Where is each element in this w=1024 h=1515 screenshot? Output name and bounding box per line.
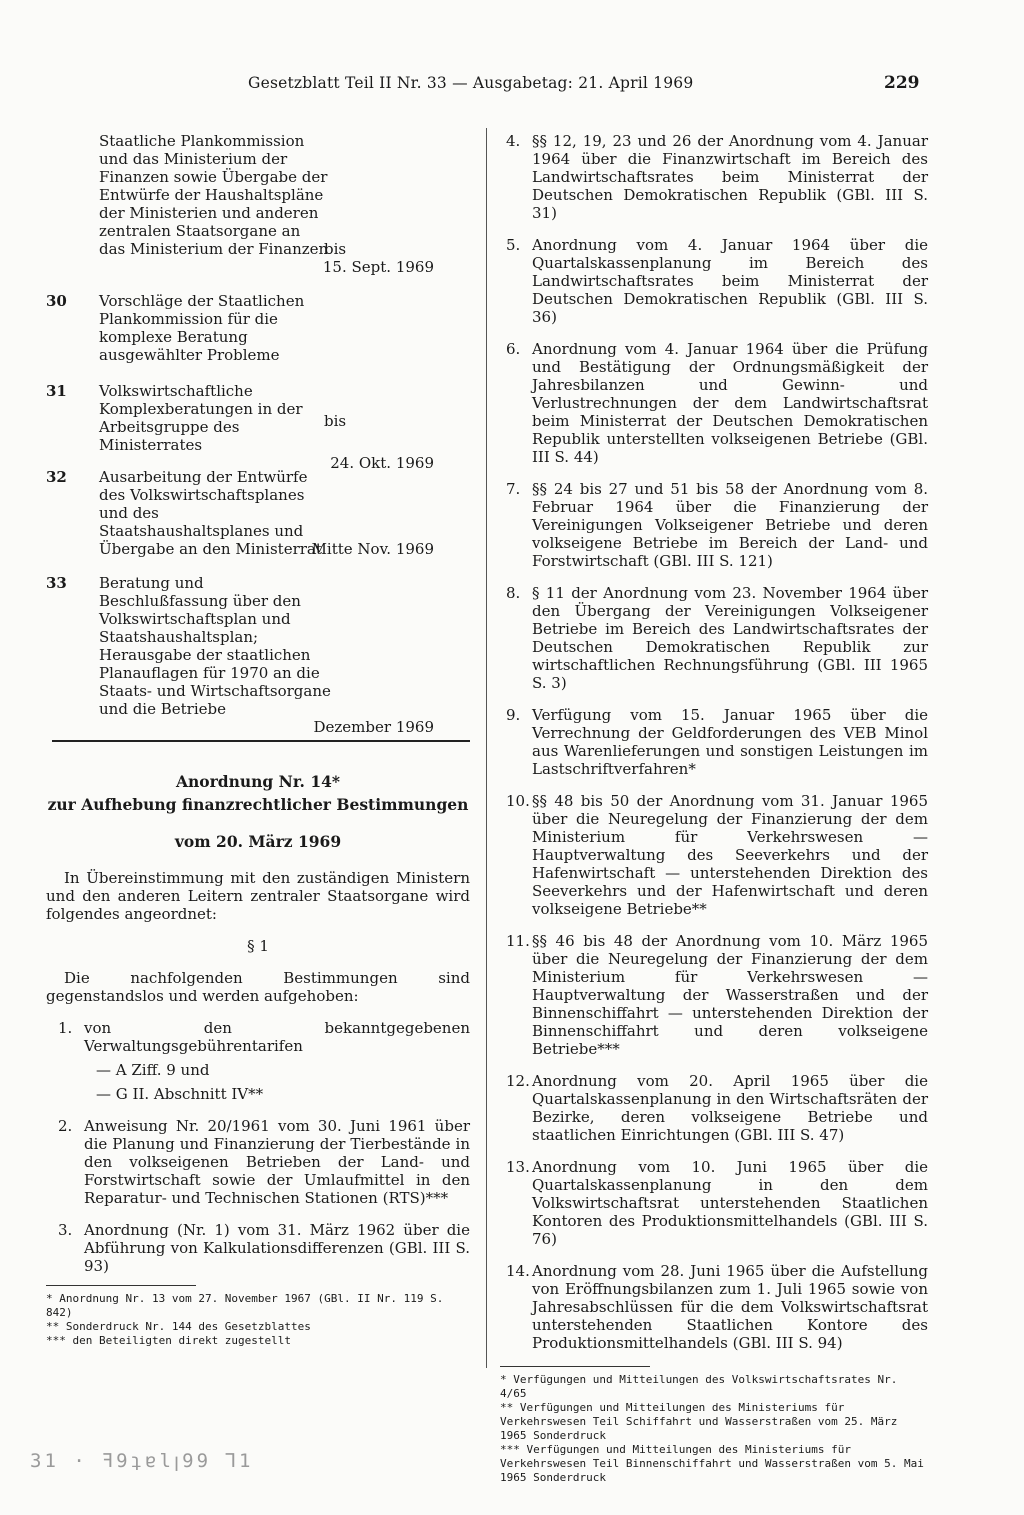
item-text: von den bekanntgegebenen Verwaltungsgebührentarifen — [84, 1019, 470, 1055]
footnote: * Verfügungen und Mitteilungen des Volkswirtschaftsrates Nr. 4/65 — [500, 1373, 898, 1400]
schedule-due: Dezember 1969 — [313, 718, 434, 736]
schedule-row-33 — [46, 574, 470, 736]
schedule-due: Mitte Nov. 1969 — [311, 540, 434, 558]
ordinance-title: Anordnung Nr. 14* — [175, 772, 341, 791]
list-item — [500, 340, 928, 466]
item-number: 5. — [506, 236, 521, 254]
item-number: 4. — [506, 132, 521, 150]
schedule-text: Beratung und Beschlußfassung über den Volkswirtschaftsplan und Staatshaushaltsplan; Herausgabe der staatlichen Planauflagen für 1970 an die Staats- und Wirtschaftsorgane und die Betriebe — [99, 574, 331, 718]
right-footnotes — [500, 1366, 928, 1485]
item-text: Anordnung vom 4. Januar 1964 über die Prüfung und Bestätigung der Ordnungsmäßigkeit der Jahresbilanzen und Gewinn- und Verlustrechnungen der dem Landwirtschaftsrat beim Ministerrat der Deutschen Demokratischen Republik unterstellten volkseigenen Betriebe (GBl. III S. 44) — [532, 340, 928, 466]
page-number: 229 — [884, 73, 920, 93]
schedule-num: 31 — [46, 382, 67, 400]
list-item — [500, 132, 928, 222]
list-item — [46, 1019, 470, 1055]
list-item — [500, 706, 928, 778]
item-text: §§ 12, 19, 23 und 26 der Anordnung vom 4. Januar 1964 über die Finanzwirtschaft im Bereich des Landwirtschaftsrates beim Ministerrat der Deutschen Demokratischen Republik (GBl. III S. 31) — [532, 132, 928, 222]
left-footnotes — [46, 1285, 470, 1348]
schedule-text: Vorschläge der Staatlichen Plankommission für die komplexe Beratung ausgewählter Probleme — [99, 292, 305, 364]
schedule-row-30 — [46, 292, 470, 382]
schedule-row-32 — [46, 468, 470, 574]
footnote: ** Sonderdruck Nr. 144 des Gesetzblattes — [46, 1320, 311, 1333]
left-column — [46, 132, 470, 1348]
list-item — [500, 584, 928, 692]
item-text: Anordnung vom 10. Juni 1965 über die Quartalskassenplanung in den dem Volkswirtschaftsrat unterstehenden Staatlichen Kontoren des Produktionsmittelhandels (GBl. III S. 76) — [532, 1158, 928, 1248]
schedule-due: 15. Sept. 1969 — [322, 258, 434, 276]
item-number: 1. — [58, 1019, 73, 1037]
item-number: 12. — [506, 1072, 530, 1090]
schedule-first-block — [46, 132, 470, 276]
ordinance-date: vom 20. März 1969 — [174, 832, 342, 851]
section-rule — [52, 740, 470, 742]
list-item — [500, 1158, 928, 1248]
item-number: 7. — [506, 480, 521, 498]
item-text: §§ 48 bis 50 der Anordnung vom 31. Januar 1965 über die Neuregelung der Finanzierung der dem Ministerium für Verkehrswesen — Hauptverwaltung des Seeverkehrs und der Hafenwirtschaft — unterstehenden Direktion des Seeverkehrs und der Hafenwirtschaft und deren volkseigene Betriebe** — [532, 792, 928, 918]
footnote-rule — [46, 1285, 196, 1286]
footnote: * Anordnung Nr. 13 vom 27. November 1967 (GBl. II Nr. 119 S. 842) — [46, 1292, 444, 1319]
header-title: Gesetzblatt Teil II Nr. 33 — Ausgabetag: 21. April 1969 — [248, 74, 694, 92]
item-text: Anordnung vom 4. Januar 1964 über die Quartalskassenplanung im Bereich des Landwirtschaftsrates beim Ministerrat der Deutschen Demokratischen Republik (GBl. III S. 36) — [532, 236, 928, 326]
item-number: 10. — [506, 792, 530, 810]
list-item — [500, 480, 928, 570]
footnote-rule — [500, 1366, 650, 1367]
intro-paragraph: Die nachfolgenden Bestimmungen sind gegenstandslos und werden aufgehoben: — [46, 969, 470, 1005]
sub-item: — A Ziff. 9 und — [96, 1061, 210, 1079]
schedule-row-31 — [46, 382, 470, 472]
item-number: 2. — [58, 1117, 73, 1135]
schedule-text: Staatliche Plankommission und das Ministerium der Finanzen sowie Übergabe der Entwürfe der Haushaltspläne der Ministerien und anderen zentralen Staatsorgane an das Ministerium der Finanzen — [99, 132, 329, 258]
section-heading: § 1 — [247, 937, 269, 955]
item-number: 6. — [506, 340, 521, 358]
list-item — [46, 1221, 470, 1275]
sub-item: — G II. Abschnitt IV** — [96, 1085, 264, 1103]
footnote: *** Verfügungen und Mitteilungen des Ministeriums für Verkehrswesen Teil Binnenschiffahrt und Wasserstraßen vom 5. Mai 1965 Sonderdruck — [500, 1443, 924, 1484]
list-item — [500, 932, 928, 1058]
footnote: *** den Beteiligten direkt zugestellt — [46, 1334, 292, 1347]
item-text: § 11 der Anordnung vom 23. November 1964 über den Übergang der Vereinigungen Volkseigener Betriebe im Bereich des Landwirtschaftsrates der Deutschen Demokratischen Republik zur wirtschaftlichen Rechnungsführung (GBl. III 1965 S. 3) — [532, 584, 928, 692]
list-item — [46, 1117, 470, 1207]
item-number: 14. — [506, 1262, 530, 1280]
page-header — [0, 74, 1024, 98]
list-item — [500, 792, 928, 918]
schedule-bis: bis — [324, 412, 347, 430]
right-column — [500, 132, 928, 1485]
item-number: 3. — [58, 1221, 73, 1239]
ordinance-subtitle: zur Aufhebung finanzrechtlicher Bestimmungen — [47, 795, 469, 814]
item-text: Verfügung vom 15. Januar 1965 über die Verrechnung der Geldforderungen des VEB Minol aus Warenlieferungen und sonstigen Leistungen im Lastschriftverfahren* — [532, 706, 928, 778]
schedule-num: 32 — [46, 468, 67, 486]
item-text: Anordnung (Nr. 1) vom 31. März 1962 über die Abführung von Kalkulationsdifferenzen (GBl. III S. 93) — [84, 1221, 470, 1275]
list-item — [500, 236, 928, 326]
list-item — [500, 1072, 928, 1144]
schedule-due: 24. Okt. 1969 — [330, 454, 434, 472]
schedule-bis: bis — [324, 240, 347, 258]
item-number: 11. — [506, 932, 530, 950]
item-text: Anordnung vom 20. April 1965 über die Quartalskassenplanung in den Wirtschaftsräten der Bezirke, deren volkseigene Betriebe und staatlichen Einrichtungen (GBl. III S. 47) — [532, 1072, 928, 1144]
schedule-num: 30 — [46, 292, 67, 310]
schedule-num: 33 — [46, 574, 67, 592]
schedule-text: Ausarbeitung der Entwürfe des Volkswirtschaftsplanes und des Staatshaushaltsplanes und Übergabe an den Ministerrat — [99, 468, 322, 558]
column-divider — [486, 128, 487, 1368]
footnote: ** Verfügungen und Mitteilungen des Ministeriums für Verkehrswesen Teil Schiffahrt und Wasserstraßen vom 25. März 1965 Sonderdruck — [500, 1401, 898, 1442]
list-item — [500, 1262, 928, 1352]
item-text: §§ 46 bis 48 der Anordnung vom 10. März 1965 über die Neuregelung der Finanzierung der dem Ministerium für Verkehrswesen — Hauptverwaltung der Wasserstraßen und der Binnenschiffahrt — unterstehenden Direktion der Binnenschiffahrt und deren volkseigene Betriebe*** — [532, 932, 928, 1058]
item-text: Anordnung vom 28. Juni 1965 über die Aufstellung von Eröffnungsbilanzen zum 1. Juli 1965 sowie von Jahresabschlüssen für die dem Volkswirtschaftsrat unterstehenden Staatlichen Kontore des Produktionsmittelhandels (GBl. III S. 94) — [532, 1262, 928, 1352]
item-number: 8. — [506, 584, 521, 602]
schedule-text: Volkswirtschaftliche Komplexberatungen in der Arbeitsgruppe des Ministerrates — [99, 382, 303, 454]
item-text: §§ 24 bis 27 und 51 bis 58 der Anordnung vom 8. Februar 1964 über die Finanzierung der Vereinigungen Volkseigener Betriebe und deren volkseigene Betriebe im Bereich der Land- und Forstwirtschaft (GBl. III S. 121) — [532, 480, 928, 570]
archive-stamp: 31 · ꟻ9ʇɐlꞁ99 Ꞁ1 — [30, 1450, 254, 1472]
preamble: In Übereinstimmung mit den zuständigen Ministern und den anderen Leitern zentraler Staatsorgane wird folgendes angeordnet: — [46, 869, 470, 923]
item-number: 9. — [506, 706, 521, 724]
item-text: Anweisung Nr. 20/1961 vom 30. Juni 1961 über die Planung und Finanzierung der Tierbestände in den volkseigenen Betrieben der Land- und Forstwirtschaft sowie der Umlaufmittel in den Reparatur- und Technischen Stationen (RTS)*** — [84, 1117, 470, 1207]
item-number: 13. — [506, 1158, 530, 1176]
